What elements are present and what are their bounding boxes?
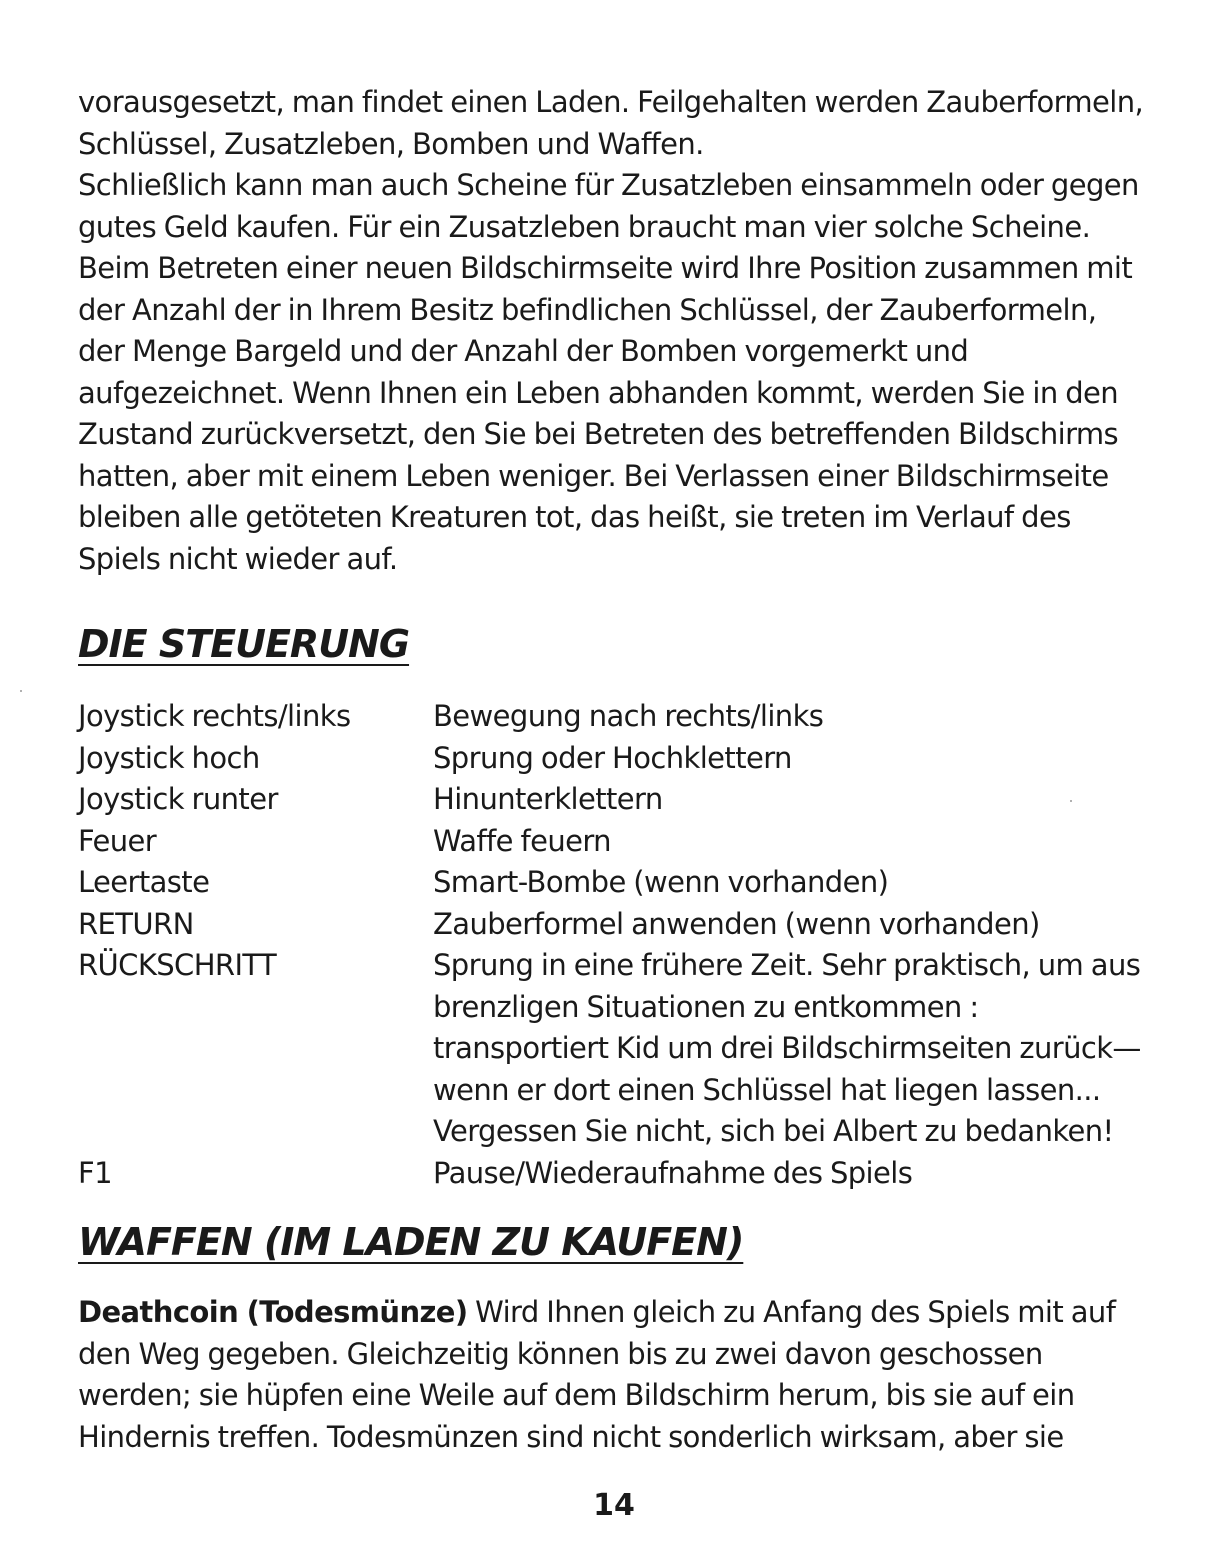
scan-speck [1070, 800, 1072, 802]
text-line: den Weg gegeben. Gleichzeitig können bis zu zwei davon geschossen [78, 1336, 1043, 1371]
weapon-entry [78, 1292, 1178, 1458]
control-key: RETURN [78, 906, 194, 941]
control-key: RÜCKSCHRITT [78, 948, 277, 982]
control-description [433, 779, 1188, 821]
description-line: Sprung oder Hochklettern [433, 740, 792, 775]
text-line: Hindernis treffen. Todesmünzen sind nicht sonderlich wirksam, aber sie [78, 1419, 1064, 1454]
control-row [78, 1153, 1188, 1195]
control-description [433, 821, 1188, 863]
scan-speck [20, 690, 22, 692]
control-key: F1 [78, 1155, 112, 1190]
description-line: Zauberformel anwenden (wenn vorhanden) [433, 906, 1040, 941]
control-key: Joystick rechts/links [78, 699, 351, 733]
description-line: Sprung in eine frühere Zeit. Sehr praktisch, um aus [433, 948, 1141, 982]
intro-paragraph [78, 82, 1178, 580]
control-key: Feuer [78, 823, 157, 858]
text-line: Schlüssel, Zusatzleben, Bomben und Waffen. [78, 126, 704, 161]
control-row [78, 696, 1188, 738]
control-row [78, 738, 1188, 780]
page-number: 14 [593, 1488, 635, 1523]
controls-table [78, 696, 1188, 1194]
weapon-description-start: Wird Ihnen gleich zu Anfang des Spiels mit auf [467, 1295, 1116, 1329]
control-description [433, 738, 1188, 780]
control-key: Joystick runter [78, 782, 278, 816]
control-key: Joystick hoch [78, 740, 260, 775]
control-description [433, 945, 1188, 1153]
control-row [78, 779, 1188, 821]
description-line: wenn er dort einen Schlüssel hat liegen lassen... [433, 1072, 1101, 1107]
description-line: transportiert Kid um drei Bildschirmseiten zurück— [433, 1031, 1141, 1065]
description-line: Hinunterklettern [433, 782, 663, 816]
control-row [78, 945, 1188, 1153]
text-line: Beim Betreten einer neuen Bildschirmseite wird Ihre Position zusammen mit [78, 251, 1133, 285]
description-line: Bewegung nach rechts/links [433, 699, 824, 733]
text-line: hatten, aber mit einem Leben weniger. Bei Verlassen einer Bildschirmseite [78, 458, 1109, 493]
description-line: Pause/Wiederaufnahme des Spiels [433, 1155, 913, 1190]
text-line: bleiben alle getöteten Kreaturen tot, das heißt, sie treten im Verlauf des [78, 500, 1071, 534]
control-row [78, 904, 1188, 946]
text-line: Schließlich kann man auch Scheine für Zusatzleben einsammeln oder gegen [78, 168, 1139, 202]
text-line: Spiels nicht wieder auf. [78, 541, 398, 576]
control-description [433, 1153, 1188, 1195]
control-row [78, 862, 1188, 904]
weapon-name: Deathcoin (Todesmünze) [78, 1295, 468, 1329]
control-description [433, 862, 1188, 904]
description-line: Waffe feuern [433, 823, 611, 858]
text-line: aufgezeichnet. Wenn Ihnen ein Leben abhanden kommt, werden Sie in den [78, 375, 1119, 410]
text-line: der Anzahl der in Ihrem Besitz befindlichen Schlüssel, der Zauberformeln, [78, 292, 1097, 327]
text-line: gutes Geld kaufen. Für ein Zusatzleben braucht man vier solche Scheine. [78, 209, 1091, 244]
text-line: werden; sie hüpfen eine Weile auf dem Bildschirm herum, bis sie auf ein [78, 1378, 1075, 1412]
text-line: der Menge Bargeld und der Anzahl der Bomben vorgemerkt und [78, 334, 969, 368]
description-line: Vergessen Sie nicht, sich bei Albert zu bedanken! [433, 1114, 1114, 1148]
text-line: vorausgesetzt, man findet einen Laden. Feilgehalten werden Zauberformeln, [78, 85, 1144, 119]
text-line [78, 1292, 1178, 1334]
weapons-heading: WAFFEN (IM LADEN ZU KAUFEN) [78, 1220, 744, 1264]
description-line: Smart-Bombe (wenn vorhanden) [433, 865, 889, 899]
control-row [78, 821, 1188, 863]
description-line: brenzligen Situationen zu entkommen : [433, 989, 979, 1024]
text-line: Zustand zurückversetzt, den Sie bei Betreten des betreffenden Bildschirms [78, 417, 1119, 451]
control-key: Leertaste [78, 865, 210, 899]
control-description [433, 696, 1188, 738]
control-description [433, 904, 1188, 946]
controls-heading: DIE STEUERUNG [78, 622, 410, 666]
